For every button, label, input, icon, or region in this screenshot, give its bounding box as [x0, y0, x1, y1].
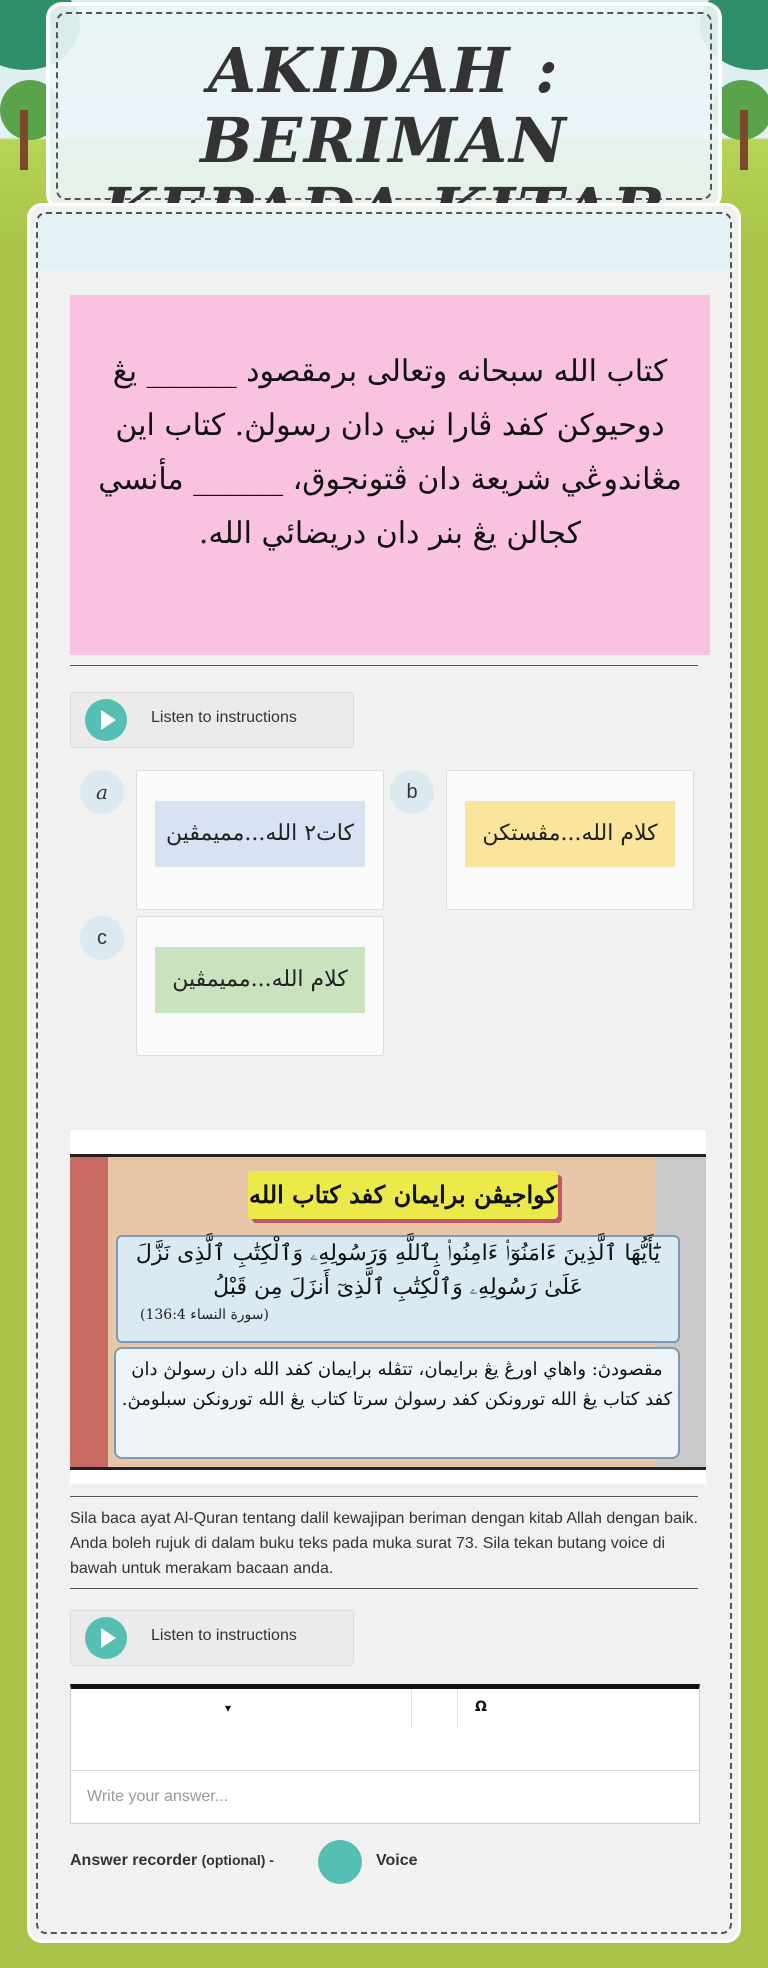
option-c-card[interactable] — [136, 916, 384, 1056]
question-text: كتاب الله سبحانه وتعالى برمقصود ______ يڠ دوحيوكن كفد ڤارا نبي دان رسولڽ. كتاب اين مڠاندوڠي شريعة دان ڤتونجوق، ______ مأنسي كجالن يڠ بنر دان دريضائي الله. — [98, 354, 682, 551]
textbook-page — [70, 1154, 706, 1470]
answer-recorder — [70, 1838, 530, 1888]
answer-input[interactable]: Write your answer... — [71, 1770, 699, 1823]
verse-reference: (سورة النساء 136:4) — [140, 1307, 269, 1323]
instruction-text: Sila baca ayat Al-Quran tentang dalil kewajipan beriman dengan kitab Allah dengan baik. Anda boleh rujuk di dalam buku teks pada muka surat 73. Sila tekan butang voice di bawah untuk merakam bacaan anda. — [70, 1510, 698, 1577]
play-icon[interactable] — [85, 1617, 127, 1659]
option-a-text: كات٢ الله...مميمڤين — [155, 801, 365, 867]
listen-instructions-button[interactable] — [70, 692, 354, 748]
toolbar-separator — [411, 1689, 412, 1729]
verse-meaning: مقصودڽ: واهاي اورڠ يڠ برايمان، تتڤله برايمان كفد الله دان رسولڽ دان كفد كتاب يڠ الله تورونكن كفد رسولڽ سرتا كتاب يڠ الله تورونكن سبلومڽ. — [114, 1347, 680, 1459]
question-box — [70, 295, 710, 655]
divider — [70, 665, 698, 666]
option-b-card[interactable] — [446, 770, 694, 910]
option-a-letter: a — [80, 770, 124, 814]
divider — [70, 1588, 698, 1589]
textbook-heading: كواجيڤن برايمان كفد كتاب الله — [248, 1171, 558, 1219]
answer-editor — [70, 1684, 700, 1824]
listen-instructions-button[interactable] — [70, 1610, 354, 1666]
page-title: AKIDAH : BERIMAN — [200, 34, 568, 177]
option-a-card[interactable] — [136, 770, 384, 910]
tree-trunk-decoration — [740, 110, 748, 170]
recorder-label: Answer recorder (optional) - — [70, 1852, 274, 1869]
textbook-image — [70, 1130, 706, 1484]
voice-label: Voice — [376, 1852, 418, 1869]
format-dropdown-icon[interactable]: ▾ — [225, 1701, 232, 1715]
option-c-text: كلام الله...مميمڤين — [155, 947, 365, 1013]
header-card — [50, 6, 718, 206]
toolbar-separator — [457, 1689, 458, 1729]
listen-label: Listen to instructions — [151, 1627, 297, 1644]
editor-toolbar — [71, 1689, 699, 1729]
option-c-letter: c — [80, 916, 124, 960]
divider — [70, 1496, 698, 1497]
option-b-text: كلام الله...مڤستكن — [465, 801, 675, 867]
play-icon[interactable] — [85, 699, 127, 741]
option-b-letter: b — [390, 770, 434, 814]
quran-verse: يَٰٓأَيُّهَا ٱلَّذِينَ ءَامَنُوٓا۟ ءَامِنُوا۟ بِٱللَّهِ وَرَسُولِهِۦ وَٱلْكِتَٰبِ ٱلَّذِى نَزَّلَ عَلَىٰ رَسُولِهِۦ وَٱلْكِتَٰبِ ٱلَّذِىٓ أَنزَلَ مِن قَبْلُ — [116, 1235, 680, 1343]
special-characters-icon[interactable]: Ω — [475, 1699, 487, 1715]
listen-label: Listen to instructions — [151, 709, 297, 726]
tree-trunk-decoration — [20, 110, 28, 170]
record-button[interactable] — [318, 1840, 362, 1884]
